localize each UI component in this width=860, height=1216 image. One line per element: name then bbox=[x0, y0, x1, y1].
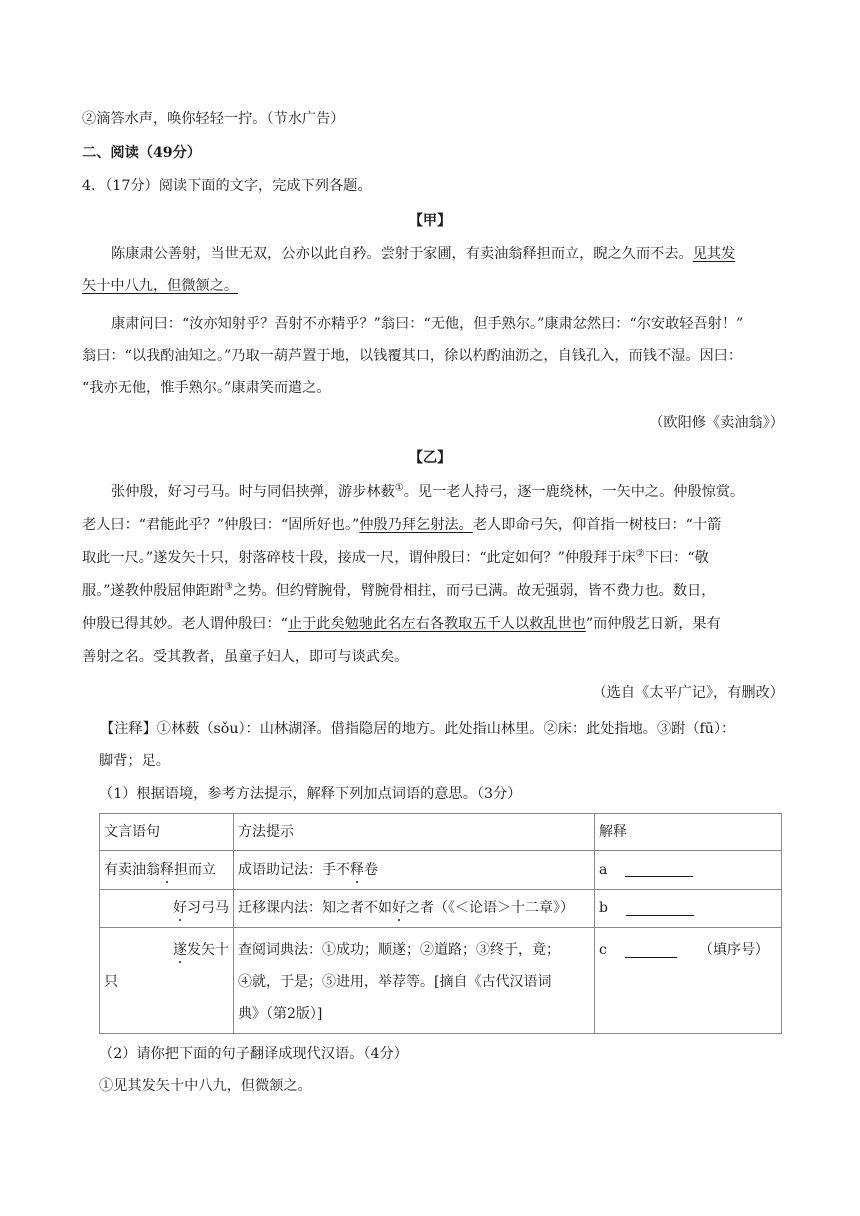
underlined-sentence: 见其发 bbox=[692, 246, 736, 262]
passage-a-line: 陈康肃公善射，当世无双，公亦以此自矜。尝射于家圃，有卖油翁释担而立，睨之久而不去。见其发 bbox=[111, 246, 736, 262]
top-item: ②滴答水声，唤你轻轻一拧。（节水广告） bbox=[82, 111, 345, 127]
vocab-table bbox=[99, 813, 782, 1034]
method-cell: 查阅词典法：①成功；顺遂；②道路；③终于，竟； ④就，于是；⑤进用，举荐等。[摘自《古代汉语词 典》（第2版）] bbox=[234, 928, 595, 1034]
sentence-cell: 遂发矢十 只 bbox=[100, 928, 234, 1034]
note-mark: ① bbox=[394, 482, 404, 494]
notes-line: 脚背；足。 bbox=[99, 753, 170, 769]
table-header: 文言语句 bbox=[100, 814, 234, 851]
passage-a-line: 翁曰：“以我酌油知之。”乃取一葫芦置于地，以钱覆其口，徐以杓酌油沥之，自钱孔入，而钱不湿。因曰： bbox=[82, 348, 743, 364]
table-row bbox=[100, 851, 782, 890]
answer-blank[interactable] bbox=[625, 943, 677, 958]
passage-b-heading: 【乙】 bbox=[408, 450, 452, 466]
passage-a-line bbox=[82, 275, 238, 297]
section-title: 二、阅读（49分） bbox=[82, 145, 202, 161]
sentence-cell: 好习弓马 bbox=[100, 890, 234, 928]
passage-a-source: （欧阳修《卖油翁》） bbox=[649, 415, 784, 431]
answer-blank[interactable] bbox=[625, 862, 693, 877]
answer-cell[interactable]: b bbox=[595, 890, 782, 928]
table-row bbox=[100, 928, 782, 1034]
underlined-sentence: 止于此矣勉驰此名左右各教取五千人以救乱世也 bbox=[287, 616, 586, 632]
passage-b-source: （选自《太平广记》，有删改） bbox=[592, 685, 784, 701]
passage-b-line: 取此一尺。”遂发矢十只，射落碎枝十段，接成一尺，谓仲殷曰：“此定如何？”仲殷拜于床②下曰：“敬 bbox=[82, 548, 709, 566]
sentence-cell: 有卖油翁释担而立 bbox=[100, 851, 234, 890]
method-cell: 迁移课内法：知之者不如好之者（《＜论语＞十二章》） bbox=[234, 890, 595, 928]
answer-cell[interactable]: a bbox=[595, 851, 782, 890]
table-header: 方法提示 bbox=[234, 814, 595, 851]
note-mark: ③ bbox=[224, 581, 233, 593]
note-mark: ② bbox=[635, 548, 645, 560]
q1-prompt: （1）根据语境，参考方法提示，解释下列加点词语的意思。（3分） bbox=[99, 786, 522, 802]
passage-b-line: 善射之名。受其教者，虽童子妇人，即可与谈武矣。 bbox=[82, 649, 409, 665]
table-header: 解释 bbox=[595, 814, 782, 851]
passage-b-line: 仲殷已得其妙。老人谓仲殷曰：“止于此矣勉驰此名左右各教取五千人以救乱世也”而仲殷艺日新，果有 bbox=[82, 616, 721, 632]
method-cell: 成语助记法：手不释卷 bbox=[234, 851, 595, 890]
q2-prompt: （2）请你把下面的句子翻译成现代汉语。（4分） bbox=[99, 1046, 408, 1062]
table-row bbox=[100, 890, 782, 928]
passage-a-line: “我亦无他，惟手熟尔。”康肃笑而遣之。 bbox=[82, 380, 331, 396]
passage-a-heading: 【甲】 bbox=[408, 213, 452, 229]
answer-blank[interactable] bbox=[626, 901, 694, 916]
passage-b-line: 服。”遂教仲殷屈伸距跗③之势。但约臂腕骨，臂腕骨相拄，而弓已满。故无强弱，皆不费力也。数日， bbox=[82, 581, 716, 599]
passage-b-line: 张仲殷，好习弓马。时与同侣挟弹，游步林薮①。见一老人持弓，逐一鹿绕林，一矢中之。仲殷惊赏。 bbox=[111, 482, 745, 500]
question-intro: 4．（17分）阅读下面的文字，完成下列各题。 bbox=[82, 178, 372, 194]
underlined-sentence: 矢十中八九，但微颔之。 bbox=[82, 278, 239, 294]
notes-line: 【注释】①林薮（sǒu）：山林湖泽。借指隐居的地方。此处指山林里。②床：此处指地。③跗（fū）： bbox=[100, 721, 736, 737]
passage-b-line: 老人曰：“君能此乎？”仲殷曰：“固所好也。”仲殷乃拜乞射法。老人即命弓矢，仰首指一树枝曰：“十箭 bbox=[82, 517, 722, 533]
underlined-sentence: 仲殷乃拜乞射法。 bbox=[359, 517, 473, 533]
q2-item: ①见其发矢十中八九，但微颔之。 bbox=[99, 1078, 312, 1094]
answer-cell[interactable]: c （填序号） bbox=[595, 928, 782, 1034]
passage-a-line: 康肃问曰：“汝亦知射乎？吾射不亦精乎？”翁曰：“无他，但手熟尔。”康肃忿然曰：“尔安敢轻吾射！” bbox=[111, 316, 744, 332]
